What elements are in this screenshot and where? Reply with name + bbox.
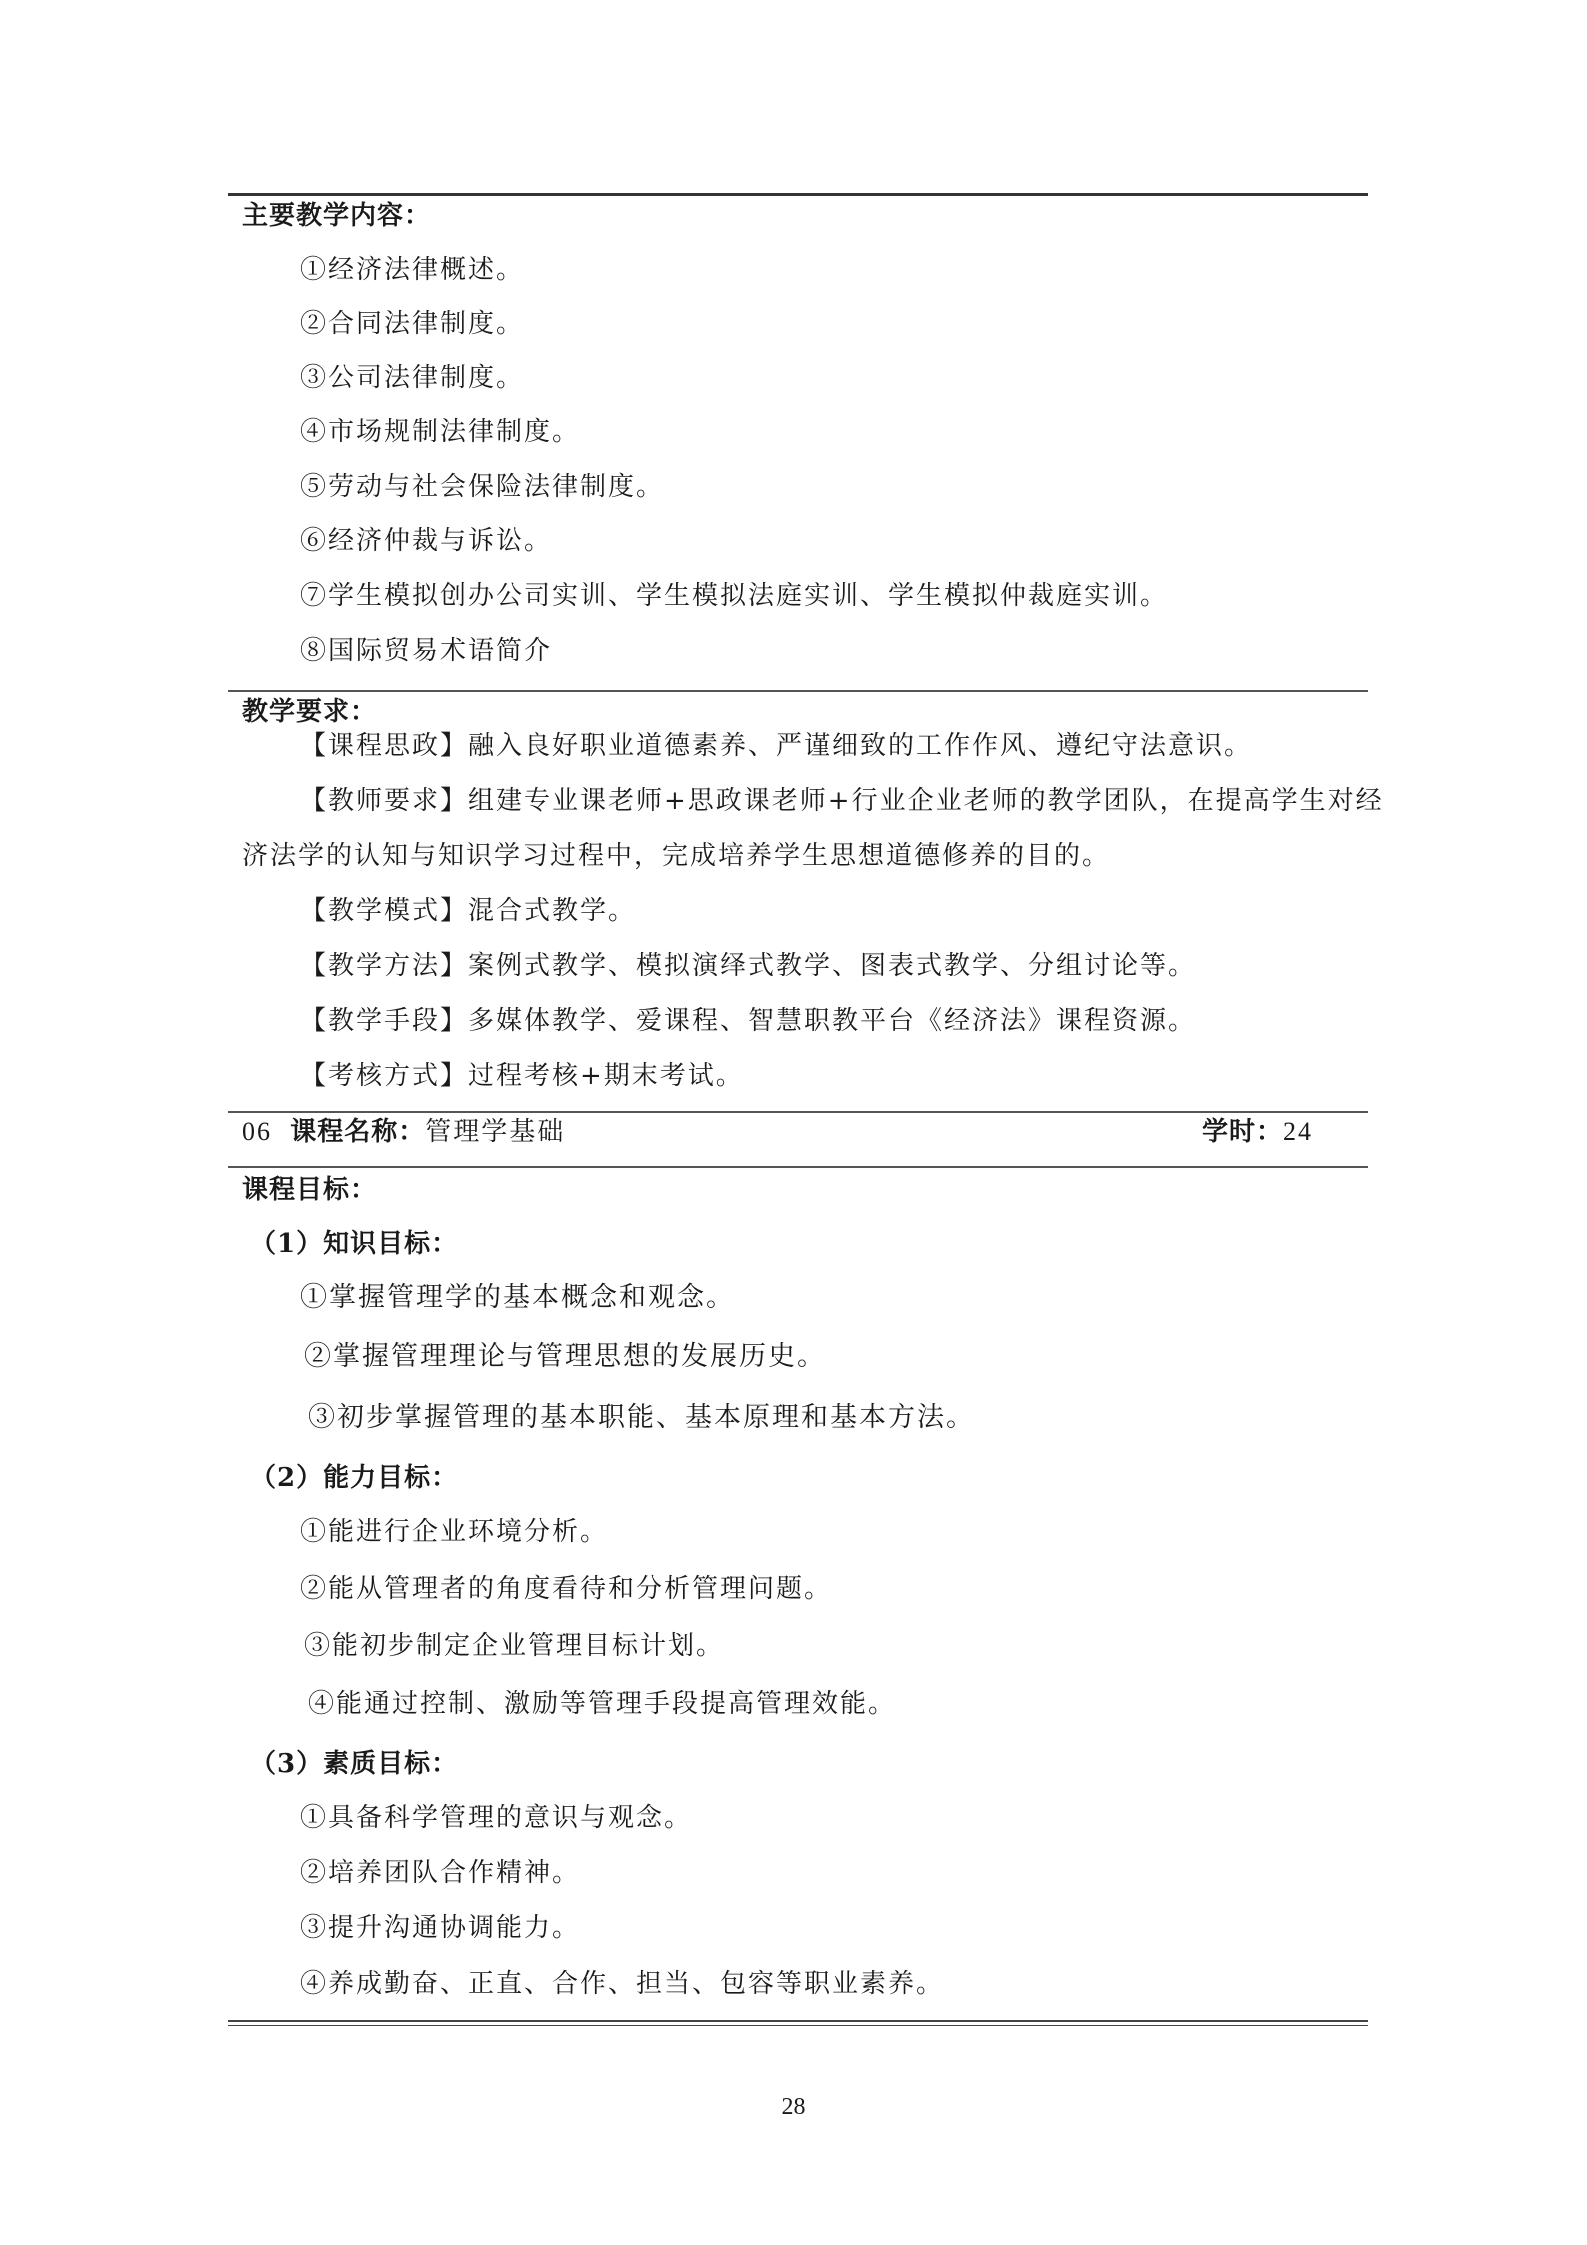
list-item: ④养成勤奋、正直、合作、担当、包容等职业素养。 xyxy=(300,1969,945,1999)
list-item: ⑥经济仲裁与诉讼。 xyxy=(300,526,553,556)
list-item: ①掌握管理学的基本概念和观念。 xyxy=(300,1282,735,1313)
bottom-rule xyxy=(228,2020,1368,2026)
knowledge-goals-heading: （1）知识目标： xyxy=(250,1229,459,1259)
list-item: ①能进行企业环境分析。 xyxy=(300,1517,609,1547)
list-item: ③能初步制定企业管理目标计划。 xyxy=(304,1631,725,1661)
page-number: 28 xyxy=(781,2094,806,2120)
list-item: ②能从管理者的角度看待和分析管理问题。 xyxy=(300,1574,833,1604)
list-item: ③初步掌握管理的基本职能、基本原理和基本方法。 xyxy=(308,1402,975,1433)
list-item: ⑧国际贸易术语简介 xyxy=(300,636,553,666)
list-item: ④能通过控制、激励等管理手段提高管理效能。 xyxy=(308,1689,897,1719)
requirement-line: 【课程思政】融入良好职业道德素养、严谨细致的工作作风、遵纪守法意识。 xyxy=(300,731,1253,761)
list-item: ⑦学生模拟创办公司实训、学生模拟法庭实训、学生模拟仲裁庭实训。 xyxy=(300,581,1169,611)
section-divider xyxy=(228,1111,1368,1113)
top-rule xyxy=(228,193,1368,196)
requirement-line: 【教学手段】多媒体教学、爱课程、智慧职教平台《经济法》课程资源。 xyxy=(300,1006,1197,1036)
section-divider xyxy=(228,1166,1368,1168)
hours-label: 学时： xyxy=(1202,1117,1284,1147)
list-item: ②合同法律制度。 xyxy=(300,309,525,339)
course-name: 管理学基础 xyxy=(425,1117,566,1147)
list-item: ②掌握管理理论与管理思想的发展历史。 xyxy=(304,1341,826,1372)
list-item: ③公司法律制度。 xyxy=(300,363,525,393)
list-item: ①经济法律概述。 xyxy=(300,255,525,285)
course-hours xyxy=(1202,1116,1313,1148)
quality-goals-heading: （3）素质目标： xyxy=(250,1749,459,1779)
course-number: 06 xyxy=(242,1117,272,1146)
course-title-row xyxy=(242,1116,565,1148)
requirement-line: 【教学方法】案例式教学、模拟演绎式教学、图表式教学、分组讨论等。 xyxy=(300,951,1197,981)
hours-value: 24 xyxy=(1283,1117,1314,1146)
requirement-line: 【考核方式】过程考核+期末考试。 xyxy=(300,1061,744,1091)
list-item: ②培养团队合作精神。 xyxy=(300,1858,581,1888)
course-name-label: 课程名称： xyxy=(290,1117,426,1147)
list-item: ④市场规制法律制度。 xyxy=(300,417,581,447)
requirement-line: 【教师要求】组建专业课老师+思政课老师+行业企业老师的教学团队，在提高学生对经 xyxy=(300,786,1384,816)
list-item: ⑤劳动与社会保险法律制度。 xyxy=(300,472,665,502)
course-goals-heading: 课程目标： xyxy=(242,1175,378,1205)
list-item: ③提升沟通协调能力。 xyxy=(300,1913,581,1943)
ability-goals-heading: （2）能力目标： xyxy=(250,1463,459,1493)
teaching-requirements-heading: 教学要求： xyxy=(242,697,378,727)
list-item: ①具备科学管理的意识与观念。 xyxy=(300,1803,693,1833)
section-divider xyxy=(228,690,1368,692)
requirement-line: 【教学模式】混合式教学。 xyxy=(300,896,637,926)
teaching-content-heading: 主要教学内容： xyxy=(242,201,432,231)
requirement-line: 济法学的认知与知识学习过程中，完成培养学生思想道德修养的目的。 xyxy=(242,841,1111,871)
